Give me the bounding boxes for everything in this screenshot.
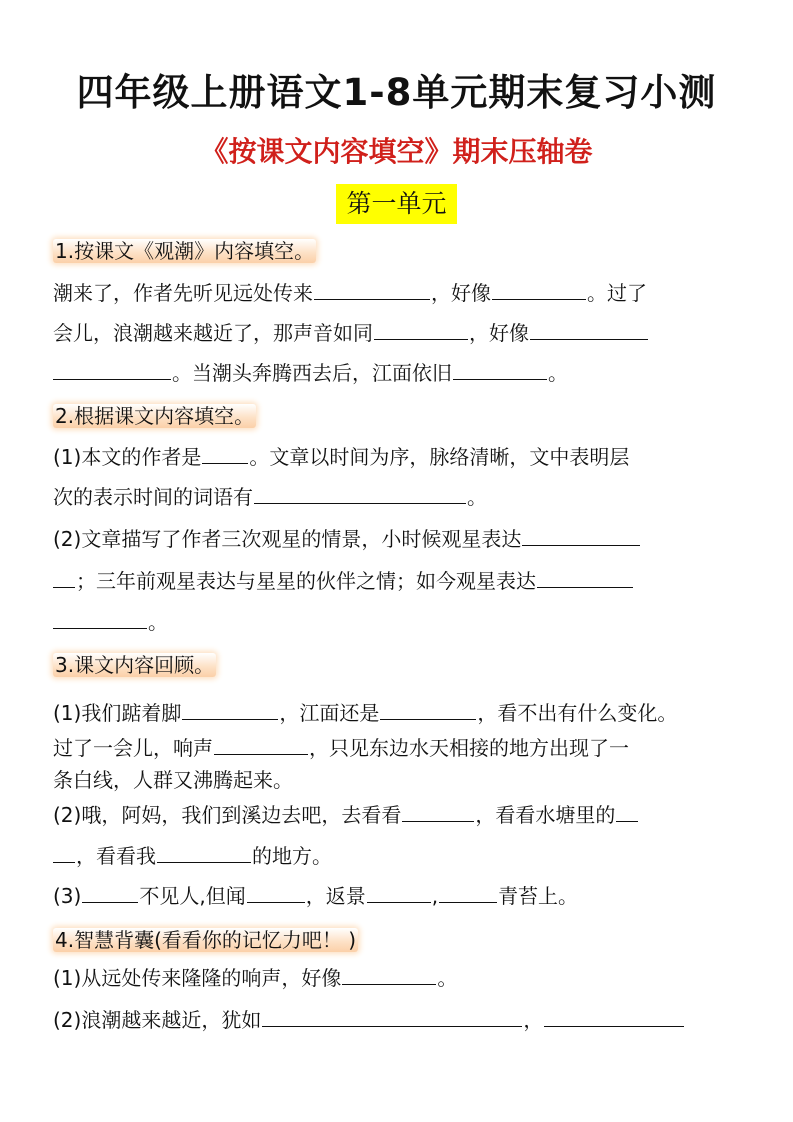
answer-blank[interactable] [537,567,633,588]
answer-blank[interactable] [53,842,75,863]
page-subtitle: 《按课文内容填空》期末压轴卷 [200,135,593,168]
answer-blank[interactable] [53,567,75,588]
q4-line-1: (1)从远处传来隆隆的响声，好像 。 [53,966,458,990]
answer-blank[interactable] [202,443,248,464]
answer-blank[interactable] [262,1006,522,1027]
q1-line-2: 会儿，浪潮越来越近了，那声音如同 ，好像 [53,319,649,346]
q3-line-3: 条白线，人群又沸腾起来。 [53,768,293,792]
answer-blank[interactable] [374,319,468,340]
answer-blank[interactable] [314,279,430,300]
answer-blank[interactable] [53,359,171,380]
unit-badge: 第一单元 [336,184,457,224]
answer-blank[interactable] [367,882,431,903]
q2-line-2: 次的表示时间的词语有 。 [53,485,487,509]
answer-blank[interactable] [82,882,138,903]
answer-blank[interactable] [492,279,586,300]
q3-line-1: (1)我们踮着脚 ，江面还是 ，看不出有什么变化。 [53,701,678,725]
q2-heading: 2.根据课文内容填空。 [55,404,255,428]
answer-blank[interactable] [544,1006,684,1027]
q4-line-2: (2)浪潮越来越近，犹如 ， [53,1006,685,1033]
answer-blank[interactable] [616,801,638,822]
q3-line-4: (2)哦，阿妈，我们到溪边去吧，去看看 ，看看水塘里的 [53,801,639,828]
q2-line-1: (1)本文的作者是 。文章以时间为序，脉络清晰，文中表明层 [53,445,630,469]
answer-blank[interactable] [342,964,436,985]
answer-blank[interactable] [530,319,648,340]
answer-blank[interactable] [247,882,305,903]
q4-heading: 4.智慧背囊(看看你的记忆力吧！ ) [55,928,357,952]
q3-line-6: (3) 不见人,但闻 ，返景 , 青苔上。 [53,884,579,908]
q3-line-2: 过了一会儿，响声 ，只见东边水天相接的地方出现了一 [53,736,629,760]
q2-line-5: 。 [53,608,168,635]
q1-heading: 1.按课文《观潮》内容填空。 [55,239,315,263]
answer-blank[interactable] [254,483,466,504]
q3-line-5: ，看看我 的地方。 [53,842,332,869]
answer-blank[interactable] [522,525,640,546]
page-title: 四年级上册语文1-8单元期末复习小测 [76,71,717,114]
answer-blank[interactable] [53,608,147,629]
answer-blank[interactable] [214,734,308,755]
q1-line-3: 。当潮头奔腾西去后，江面依旧 。 [53,359,568,386]
answer-blank[interactable] [380,699,476,720]
answer-blank[interactable] [157,842,251,863]
answer-blank[interactable] [182,699,278,720]
q3-heading: 3.课文内容回顾。 [55,653,215,677]
answer-blank[interactable] [402,801,474,822]
q2-line-3: (2)文章描写了作者三次观星的情景，小时候观星表达 [53,525,641,552]
answer-blank[interactable] [453,359,547,380]
q2-line-4: ；三年前观星表达与星星的伙伴之情；如今观星表达 [53,567,634,594]
answer-blank[interactable] [439,882,497,903]
q1-line-1: 潮来了，作者先听见远处传来 ，好像 。过了 [53,281,647,305]
